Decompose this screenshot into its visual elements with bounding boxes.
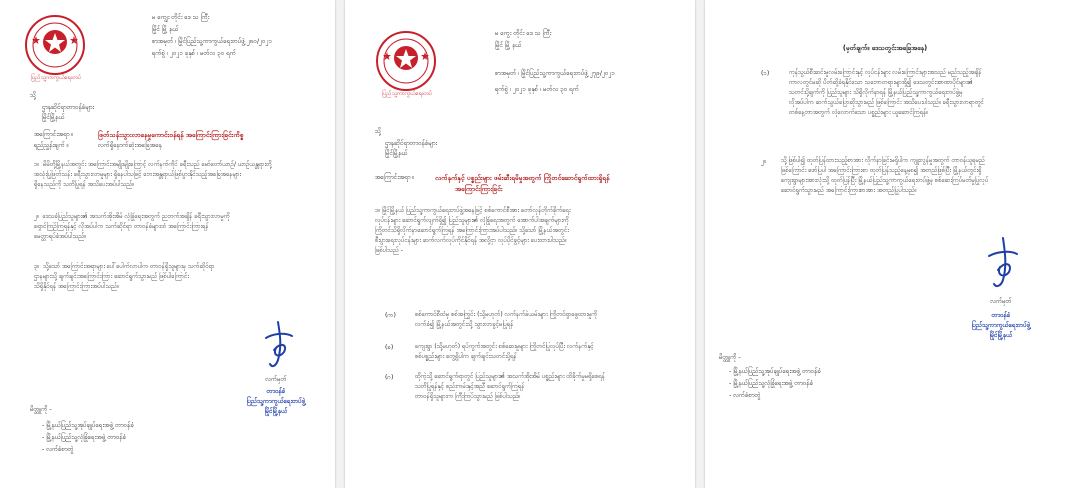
reference-text: လက်ရှိနောက်ဆုံးအခြေအနေ xyxy=(98,142,163,149)
paragraph-line: ထိုကဲ့သို့ ဆောင်ရွက်ရာတွင် ပြည်သူများ၏ အသက်အိုးအိမ် ပစ္စည်းများ ထိခိုက်မှုမရှိစေရန် xyxy=(415,373,605,380)
paragraph-2 xyxy=(34,212,324,242)
header-ref-number: စာအမှတ် ၊ မြိုင်ပြည်သူ့ကာကွယ်ရေးတပ်ဖွဲ့ ၂၇၉/၂၀၂၁ xyxy=(495,70,616,77)
signature-label: လက်မှတ် xyxy=(265,376,287,383)
paragraph-line: သတင်းပို့ချက်ကို ပြည်သူများ သိရှိလိုက်နာရန် မြို့နယ်ပြည်သူ့ကာကွယ်ရေးတပ်ဖွဲ့မှ xyxy=(789,89,963,96)
paragraph-line: ကျေးရွာများအားလုံးသို့ ထုတ်ပြန်ပြီး မြို့နယ်ပြည်သူ့ကာကွယ်ရေးတပ်ဖွဲ့မှ စစ်ဆေးကြပ်မတ်မှုပြုလုပ် xyxy=(781,177,989,184)
signature-township: မြိုင်မြို့နယ် xyxy=(989,332,1013,339)
header-ref-number: စာအမှတ် ၊ မြိုင်ပြည်သူ့ကာကွယ်ရေးတပ်ဖွဲ့ ၂၈၀/၂၀၂၁ xyxy=(152,38,273,45)
header-region: မ ကျွေး တိုင်း ဒေ သ ကြီး xyxy=(152,14,210,21)
signature-label: လက်မှတ် xyxy=(990,298,1012,305)
list-item xyxy=(415,342,683,362)
list-item xyxy=(415,372,683,402)
paragraph-line: သိရှိနိုင်ရန် အကြောင်းကြားအပ်ပါသည်။ xyxy=(34,283,119,290)
signature-org: ပြည်သူ့ကာကွယ်ရေးတပ်ဖွဲ့ xyxy=(971,322,1031,329)
item-number: ၂။ xyxy=(761,158,766,165)
header-region: မ ကွေး တိုင်း ဒေ သ ကြီး xyxy=(495,30,552,37)
paragraph-line: ၁။ မိမိတို့မြို့နယ်အတွင်း အကြောင်းအမျိုးမျိုးကြောင့် လက်နက်ကိုင် ခရီးသည် မော်တော်ယာဉ်/ ယာဉ်ယန္တရားတို့ xyxy=(34,161,272,168)
paragraph-line: လုပ်ငန်းများ ဆောင်ရွက်လျက်ရှိ၍ ပြည်သူများ၏ လုံခြုံရေးအတွက် အောက်ပါအချက်များကို xyxy=(375,217,569,224)
paragraph-line: ရှိနေသည်ကို သတိပြုရန် အသိပေးအပ်ပါသည်။ xyxy=(34,181,135,188)
list-item xyxy=(415,310,683,330)
letter-page-3 xyxy=(705,0,1080,488)
cc-item: - မြို့နယ်ပြည်သူ့အုပ်ချုပ်ရေးအဖွဲ့ တာဝန်ခံ xyxy=(729,368,821,375)
paragraph-line: ၁။ မြိုင်မြို့နယ် ပြည်သူ့ကာကွယ်ရေးတပ်ဖွဲ့အနေဖြင့် စစ်ကောင်စီအား တော်လှန်တိုက်ခိုက်ရေး xyxy=(375,207,571,214)
subject-text: လက်နက်နှင့် ပစ္စည်းများ ဖမ်းဆီးရမိမှုအတွက် ကြိုတင်ဆောင်ရွက်ထားရှိရန် xyxy=(435,174,610,182)
paragraph-3 xyxy=(34,262,324,292)
header-date: ရက်စွဲ ၊ ၂၀၂၁ ခုနှစ် ၊ မတ်လ ၃၀ ရက် xyxy=(495,86,579,93)
header-date: ရက်စွဲ ၊ ၂၀၂၁ ခုနှစ် ၊ မတ်လ ၃၀ ရက် xyxy=(152,50,236,57)
paragraph-line: ကြိုတင်သိရှိလိုက်နာဆောင်ရွက်ကြရန် အကြောင်းကြားအပ်ပါသည်။ သို့သော် မြို့နယ်အတွင်း xyxy=(375,227,569,234)
to-line-1: ဌာနဆိုင်ရာတာဝန်ခံများ xyxy=(42,104,95,111)
to-line-2: မြိုင်မြို့နယ် xyxy=(385,150,408,157)
signature-icon xyxy=(258,320,298,372)
item-number: (ခ) xyxy=(385,344,394,351)
paragraph-line: ဖြစ်ကြောင်း ဖော်ပြပါ အကြောင်းကြားစာ ထုတ်ပြန်သည့်နေ့မှစ၍ အတည်ဖြစ်ပြီး မြို့နယ်တွင်းရှိ xyxy=(781,167,982,174)
cc-item: - လက်ခံစာတွဲ xyxy=(42,446,74,453)
subject-label: အကြောင်းအရာ ။ xyxy=(375,174,415,181)
to-line-2: မြိုင်မြို့နယ် xyxy=(42,114,65,121)
paragraph-line: စစ်ပစ္စည်းများ တွေ့ရှိပါက ချက်ချင်းသတင်းပို့ရန် xyxy=(415,353,517,360)
signature-org: ပြည်သူ့ကာကွယ်ရေးတပ်ဖွဲ့ xyxy=(246,398,306,405)
letter-page-2 xyxy=(345,0,695,488)
paragraph-line: ဖြစ်ပါသည် - xyxy=(375,247,403,254)
paragraph-line: လိုအပ်ပါက ဆက်သွယ်ပြောဆိုသွားမည် ဖြစ်ကြောင်း အသိပေးပါသည်။ ခရီးသွားလာရာတွင် xyxy=(789,99,984,106)
cc-item: - မြို့နယ်ပြည်သူ့အုပ်ချုပ်ရေးအဖွဲ့ တာဝန်ခံ xyxy=(42,422,134,429)
signature-title: တာဝန်ခံ xyxy=(266,388,286,395)
paragraph-line: ဌာနများသို့ ချက်ချင်းအကြောင်းကြား ဆောင်ရွက်သွားမည် ဖြစ်ပါကြောင်း xyxy=(34,273,189,280)
subject-text: ဖြတ်သန်းသွားလာနေမှုကောင်းဝန်ရန် အကြောင်းကြားခြင်းကိစ္စ xyxy=(98,131,244,139)
item-number: (က) xyxy=(385,312,396,319)
paragraph-2 xyxy=(781,156,1071,196)
paragraph-line: လက်ခံ၍ မြို့နယ်အတွင်းသို့ သွားလာခွင့်မပြုရန် xyxy=(415,321,514,328)
cc-label: မိတ္တူကို - xyxy=(719,354,741,361)
signature-title: တာဝန်ခံ xyxy=(991,312,1011,319)
paragraph-line: သို့ဖြစ်ပါ၍ ထုတ်ပြန်ထားသည့်စာအား လိုက်နာခြင်းမရှိပါက ကျူးလွန်မှုအတွက် တာဝန်ယူရမည် xyxy=(781,157,985,164)
paragraph-line: တာဝန်ရှိသူများက ကြီးကြပ်သွားမည် ဖြစ်ပါသည်။ xyxy=(415,393,521,400)
cc-item: - မြို့နယ်ပြည်သူ့လုံခြုံရေးအဖွဲ့ တာဝန်ခံ xyxy=(729,380,814,387)
cc-item: - မြို့နယ်ပြည်သူ့လုံခြုံရေးအဖွဲ့ တာဝန်ခံ xyxy=(42,434,127,441)
paragraph-line: အသုံးပြုဖြတ်သန်း ခရီးသွားလာမှုများ ရှိနေပါသဖြင့် ဘေးအန္တရာယ်ဖြစ်ပွားနိုင်သည့်အခြေအနေများ xyxy=(34,171,241,178)
paragraph-1 xyxy=(34,160,324,190)
to-label: သို့ xyxy=(375,128,381,135)
paragraph-line: ဆောင်ရွက်သွားမည် အကြောင်းကြားစာအား အတည်ပြုပါသည်။ xyxy=(781,187,917,194)
paragraph-line: ၃။ သို့သော် အကြောင်းအရာများ ပေါ်ပေါက်လာပါက တာဝန်ရှိသူများမှ သက်ဆိုင်ရာ xyxy=(34,263,215,270)
seal-emblem-icon xyxy=(375,30,437,92)
paragraph-line: သတိပြုရန်နှင့် စည်းကမ်းနှင့်အညီ ဆောင်ရွက်ကြရန် xyxy=(415,383,525,390)
paragraph-line: မေတ္တာရပ်ခံအပ်ပါသည်။ xyxy=(34,233,87,240)
header-township: မြိုင် မြို့ နယ် xyxy=(152,26,179,33)
signature-township: မြိုင်မြို့နယ် xyxy=(264,408,288,415)
cc-label: မိတ္တူကို - xyxy=(30,406,52,413)
paragraph-line: ရှောင်ကြဉ်ကြရန်နှင့် လိုအပ်ပါက သက်ဆိုင်ရာ တာဝန်ခံများထံ အကြောင်းကြားရန် xyxy=(34,223,209,230)
seal-emblem-icon xyxy=(24,14,86,76)
paragraph-line: ကုန်သွယ်စီးဆင်းမှုလမ်းကြောင်းနှင့် လုပ်ငန်းများ လမ်းကြောင်းများအသည် မည်သည့်အချိန် xyxy=(789,69,982,76)
subject-text-continued: အကြောင်းကြားခြင်း xyxy=(455,185,503,193)
paragraph-line: ၂။ ဒေသခံပြည်သူများ၏ အသက်အိုးအိမ် လုံခြုံရေးအတွက် ညဘက်အချိန် ခရီးသွားလာမှုကို xyxy=(34,213,230,220)
item-number: (၁) xyxy=(761,70,770,77)
seal-caption: ပြည်သူ့ကာကွယ်ရေးတပ် xyxy=(382,91,432,97)
paragraph-1 xyxy=(789,68,1071,118)
cc-item: - လက်ခံစာတွဲ xyxy=(729,392,761,399)
to-label: သို့ xyxy=(30,92,36,99)
to-line-1: ဌာနဆိုင်ရာတာဝန်ခံများ xyxy=(385,140,438,147)
paragraph-line: စီးပွားရေးလုပ်ငန်းများ ဆက်လက်လုပ်ကိုင်နိုင်ရန် အလို့ငှာ လုပ်ပိုင်ခွင့်များ ပေးထားပါသည်။ xyxy=(375,237,567,244)
paragraph-line: တစ်နေ့တာအတွက် လုံလောက်သော ပစ္စည်းများ ယူဆောင်ကြရန်။ xyxy=(789,109,929,116)
seal-caption: ပြည်သူ့ကာကွယ်ရေးတပ် xyxy=(31,75,81,81)
item-number: (ဂ) xyxy=(385,374,394,381)
subject-label: အကြောင်းအရာ ။ xyxy=(34,131,74,138)
paragraph-line: ကာလတွင်မဆို ပိတ်ဆို့ခံရနိုင်သော သဘောတရားများရှိ၍ ဒေသတွင်းအာဏာပိုင်များ၏ xyxy=(789,79,973,86)
header-township: မြိုင် မြို့ နယ် xyxy=(495,42,522,49)
page-title: (မှတ်ချက်။ ဒေသတွင်းအခြေအနေ) xyxy=(842,44,928,52)
paragraph-line: စစ်ကောင်စီထံမှ စစ်အကြွင်း (သို့မဟုတ်) လက်နက်ခဲယမ်းများ ကြိုတင်ရှာဖွေထားမှုကို xyxy=(415,311,598,318)
paragraph-line: ကျေးရွာ (သို့မဟုတ်) ရပ်ကွက်အတွင်း စစ်ဆေးမှုများ ကြိုတင်ပြုလုပ်ပြီး လက်နက်နှင့် xyxy=(415,343,594,350)
intro-paragraph xyxy=(375,206,680,256)
signature-icon xyxy=(981,236,1023,294)
letter-page-1 xyxy=(0,0,335,488)
reference-label: ရည်ညွှန်းချက် ။ xyxy=(34,142,69,149)
